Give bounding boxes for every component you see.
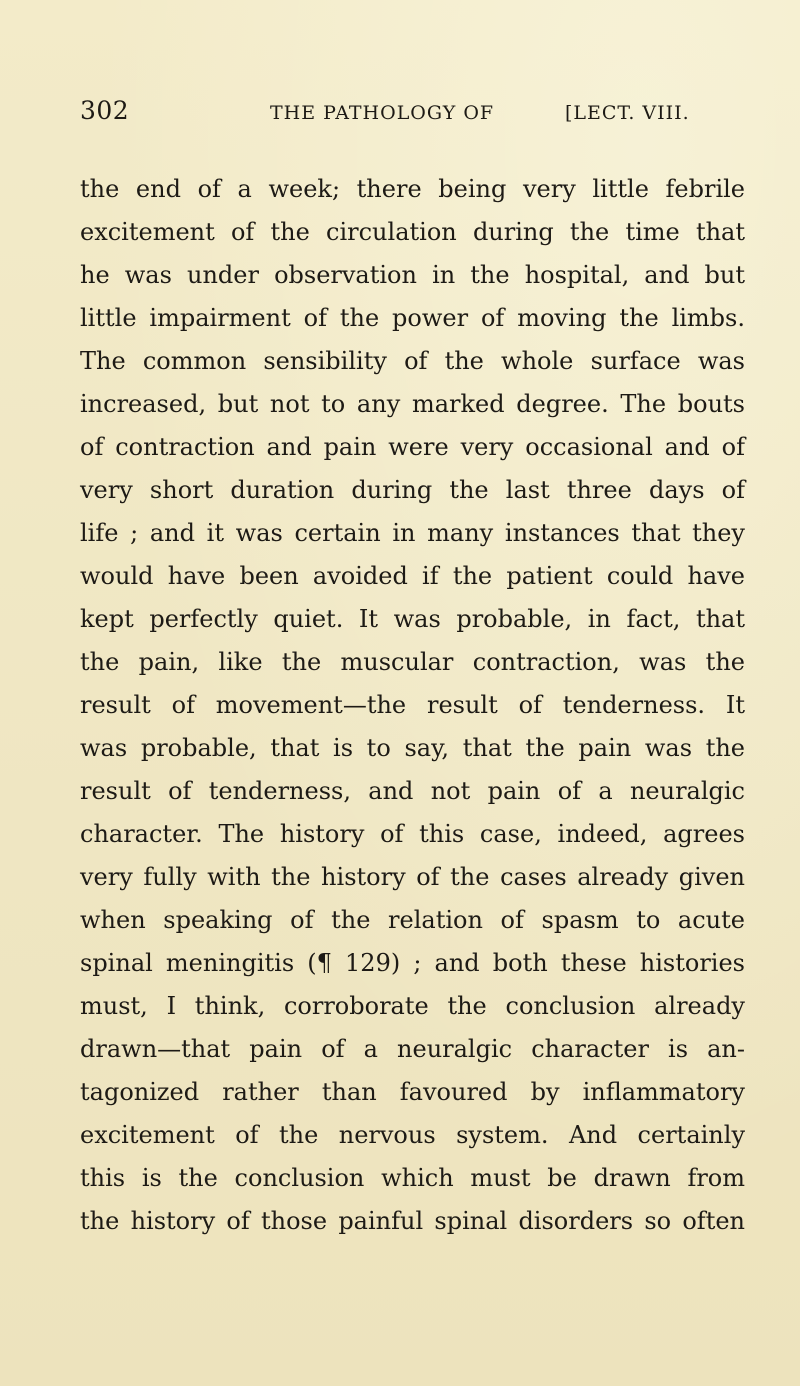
text-line: little impairment of the power of moving the limbs. [80, 304, 745, 332]
text-line: drawn—that pain of a neuralgic character is an- [80, 1035, 745, 1063]
text-line: this is the conclusion which must be drawn from [80, 1164, 745, 1192]
text-line: very fully with the history of the cases already given [80, 863, 745, 891]
text-line: would have been avoided if the patient could have [80, 562, 745, 590]
text-line: excitement of the circulation during the time that [80, 218, 745, 246]
text-line: increased, but not to any marked degree. The bouts [80, 390, 745, 418]
text-line: very short duration during the last three days of [80, 476, 745, 504]
text-line: the end of a week; there being very little febrile [80, 175, 745, 203]
text-line: life ; and it was certain in many instances that they [80, 519, 745, 547]
text-line: The common sensibility of the whole surface was [80, 347, 745, 375]
text-line: when speaking of the relation of spasm to acute [80, 906, 745, 934]
text-line: result of tenderness, and not pain of a neuralgic [80, 777, 745, 805]
body-text [80, 168, 745, 1243]
text-line: must, I think, corroborate the conclusion already [80, 992, 745, 1020]
text-line: kept perfectly quiet. It was probable, in fact, that [80, 605, 745, 633]
text-line: the history of those painful spinal disorders so often [80, 1207, 745, 1235]
text-line: excitement of the nervous system. And certainly [80, 1121, 745, 1149]
text-line: result of movement—the result of tenderness. It [80, 691, 745, 719]
page-number: 302 [80, 96, 130, 125]
text-line: was probable, that is to say, that the pain was the [80, 734, 745, 762]
text-line: the pain, like the muscular contraction, was the [80, 648, 745, 676]
page-header [0, 96, 800, 136]
text-line: of contraction and pain were very occasional and of [80, 433, 745, 461]
lecture-label: [LECT. VIII. [565, 102, 690, 124]
text-line: he was under observation in the hospital, and but [80, 261, 745, 289]
text-line: spinal meningitis (¶ 129) ; and both these histories [80, 949, 745, 977]
text-line: character. The history of this case, indeed, agrees [80, 820, 745, 848]
running-head: THE PATHOLOGY OF [270, 102, 495, 124]
text-line: tagonized rather than favoured by inflammatory [80, 1078, 745, 1106]
